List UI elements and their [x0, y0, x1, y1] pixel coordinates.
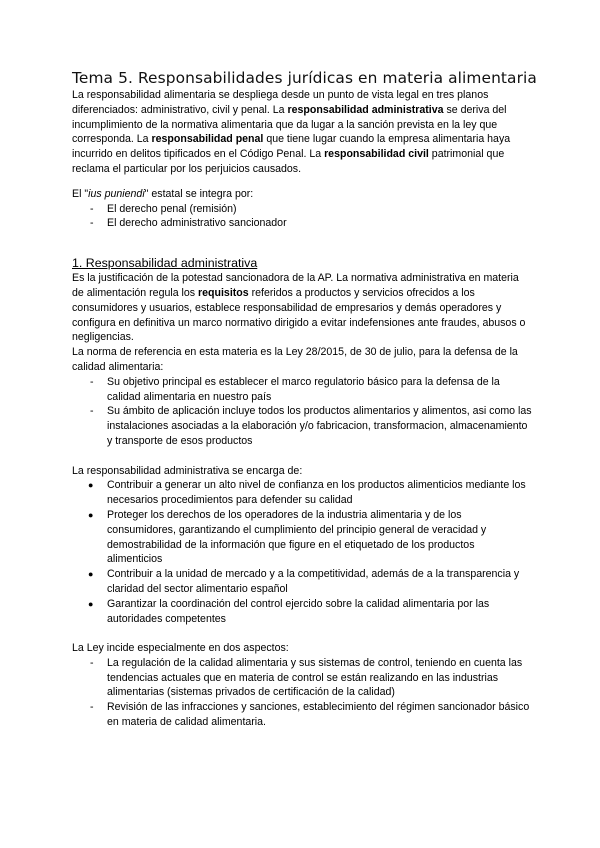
document-page [72, 68, 537, 730]
list-item: - Su objetivo principal es establecer el marco regulatorio básico para la defensa de la calidad alimentaria en nuestro país [90, 375, 500, 403]
list-item: - La regulación de la calidad alimentaria y sus sistemas de control, teniendo en cuenta las tendencias actuales que en materia de control se están realizando en las industrias alimentarias (sistemas privados de certificación de la calidad) [90, 656, 523, 699]
section-paragraph: Es la justificación de la potestad sancionadora de la AP. La normativa administrativa en materia de alimentación regula los requisitos referidos a productos y servicios ofrecidos a los consumidores y usuarios, establece responsabilidad de empresarios y demás operadores y configura en definitiva un marco normativo dirigido a evitar indefensiones ante fraudes, abusos o negligencias. [72, 272, 526, 344]
aspects-list [72, 656, 532, 730]
duties-list [72, 478, 532, 626]
list-item: ● Contribuir a generar un alto nivel de confianza en los productos alimenticios mediante los necesarios procedimientos para defender su calidad [88, 479, 526, 507]
ius-puniendi-intro: El "ius puniendi" estatal se integra por: [72, 187, 254, 200]
list-item: ● Garantizar la coordinación del control ejercido sobre la calidad alimentaria por las autoridades competentes [88, 597, 490, 625]
list-item: ● Proteger los derechos de los operadores de la industria alimentaria y de los consumidores, garantizando el cumplimiento del principio general de veracidad y demostrabilidad de la información que figure en el etiquetado de los productos alimenticios [88, 508, 487, 566]
list-item: - Revisión de las infracciones y sanciones, establecimiento del régimen sancionador básico en materia de calidad alimentaria. [90, 701, 530, 729]
list-item: - El derecho administrativo sancionador [90, 217, 287, 230]
law-list [72, 375, 532, 449]
ius-list [72, 202, 532, 232]
section-paragraph: La responsabilidad administrativa se encarga de: [72, 464, 303, 477]
section-paragraph: La norma de referencia en esta materia es la Ley 28/2015, de 30 de julio, para la defensa de la calidad alimentaria: [72, 346, 518, 373]
page-title: Tema 5. Responsabilidades jurídicas en materia alimentaria [72, 69, 537, 87]
intro-paragraph: La responsabilidad alimentaria se despliega desde un punto de vista legal en tres planos diferenciados: administrativo, civil y penal. La responsabilidad administrativa se deriva del incumplimiento de la normativa alimentaria que da lugar a la sanción prevista en la ley que corresponda. La responsabilidad penal que tiene lugar cuando la empresa alimentaria haya incurrido en delitos tipificados en el Código Penal. La responsabilidad civil patrimonial que reclama el particular por los perjuicios causados. [72, 89, 511, 175]
list-item: - Su ámbito de aplicación incluye todos los productos alimentarios y alimentos, asi como las instalaciones asociadas a la elaboración y/o fabricacion, transformacion, almacenamiento y transporte de esos productos [90, 405, 532, 447]
list-item: ● Contribuir a la unidad de mercado y a la competitividad, además de a la transparencia y claridad del sector alimentario español [88, 568, 520, 595]
section-heading: 1. Responsabilidad administrativa [72, 256, 258, 271]
section-paragraph: La Ley incide especialmente en dos aspectos: [72, 642, 289, 655]
list-item: - El derecho penal (remisión) [90, 202, 237, 215]
